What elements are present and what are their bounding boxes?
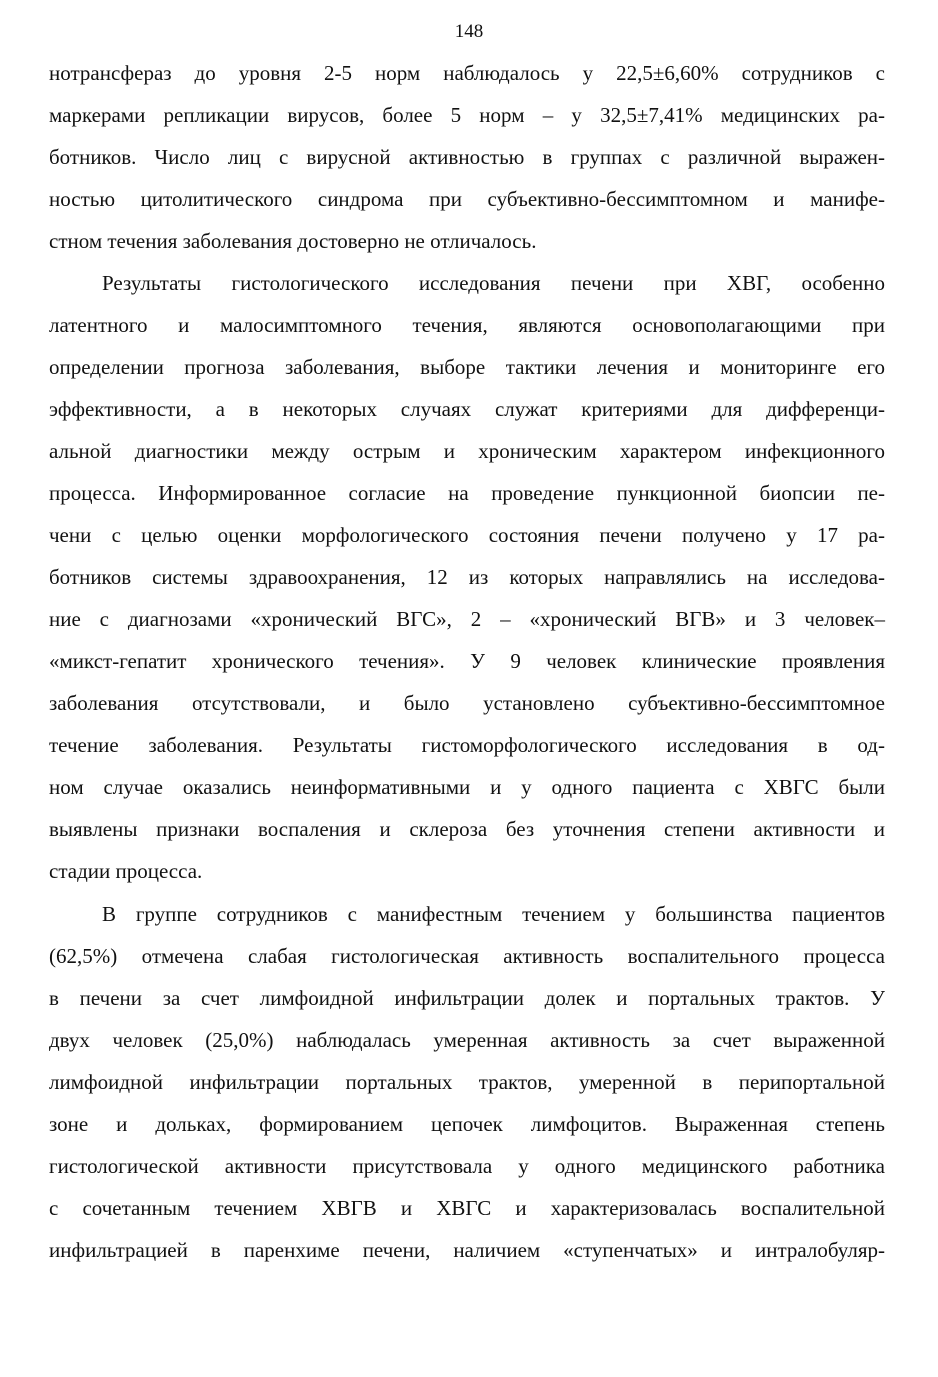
text-line: чени с целью оценки морфологического состояния печени получено у 17 ра- [49,523,885,547]
text-line: гистологической активности присутствовала у одного медицинского работника [49,1154,885,1178]
text-line: процесса. Информированное согласие на проведение пункционной биопсии пе- [49,481,885,505]
text-line: альной диагностики между острым и хроническим характером инфекционного [49,439,885,463]
text-line: лимфоидной инфильтрации портальных трактов, умеренной в перипортальной [49,1070,885,1094]
paragraph-1 [49,52,885,262]
paragraph-3 [49,893,885,1271]
text-line: ботников. Число лиц с вирусной активностью в группах с различной выражен- [49,145,885,169]
text-line: течение заболевания. Результаты гистоморфологического исследования в од- [49,733,885,757]
text-line: определении прогноза заболевания, выборе тактики лечения и мониторинге его [49,355,885,379]
text-line: инфильтрацией в паренхиме печени, наличием «ступенчатых» и интралобуляр- [49,1238,885,1262]
text-line: Результаты гистологического исследования печени при ХВГ, особенно [102,271,885,295]
text-line: с сочетанным течением ХВГВ и ХВГС и характеризовалась воспалительной [49,1196,885,1220]
text-line: в печени за счет лимфоидной инфильтрации долек и портальных трактов. У [49,986,885,1010]
text-line: стадии процесса. [49,859,203,883]
text-line: ностью цитолитического синдрома при субъективно-бессимптомном и манифе- [49,187,885,211]
text-line: нотрансфераз до уровня 2-5 норм наблюдалось у 22,5±6,60% сотрудников с [49,61,885,85]
text-line: ботников системы здравоохранения, 12 из которых направлялись на исследова- [49,565,885,589]
text-line: стном течения заболевания достоверно не отличалось. [49,229,537,253]
text-line: заболевания отсутствовали, и было установлено субъективно-бессимптомное [49,691,885,715]
text-line: ном случае оказались неинформативными и у одного пациента с ХВГС были [49,775,885,799]
text-line: ние с диагнозами «хронический ВГС», 2 – «хронический ВГВ» и 3 человек– [49,607,885,631]
paragraph-2 [49,262,885,892]
text-line: В группе сотрудников с манифестным течением у большинства пациентов [102,902,885,926]
text-line: «микст-гепатит хронического течения». У 9 человек клинические проявления [49,649,885,673]
page-number: 148 [454,21,484,42]
text-line: маркерами репликации вирусов, более 5 норм – у 32,5±7,41% медицинских ра- [49,103,885,127]
text-line: латентного и малосимптомного течения, являются основополагающими при [49,313,885,337]
text-line: (62,5%) отмечена слабая гистологическая активность воспалительного процесса [49,944,885,968]
text-line: эффективности, а в некоторых случаях служат критериями для дифференци- [49,397,885,421]
text-line: двух человек (25,0%) наблюдалась умеренная активность за счет выраженной [49,1028,885,1052]
text-line: зоне и дольках, формированием цепочек лимфоцитов. Выраженная степень [49,1112,885,1136]
text-line: выявлены признаки воспаления и склероза без уточнения степени активности и [49,817,885,841]
